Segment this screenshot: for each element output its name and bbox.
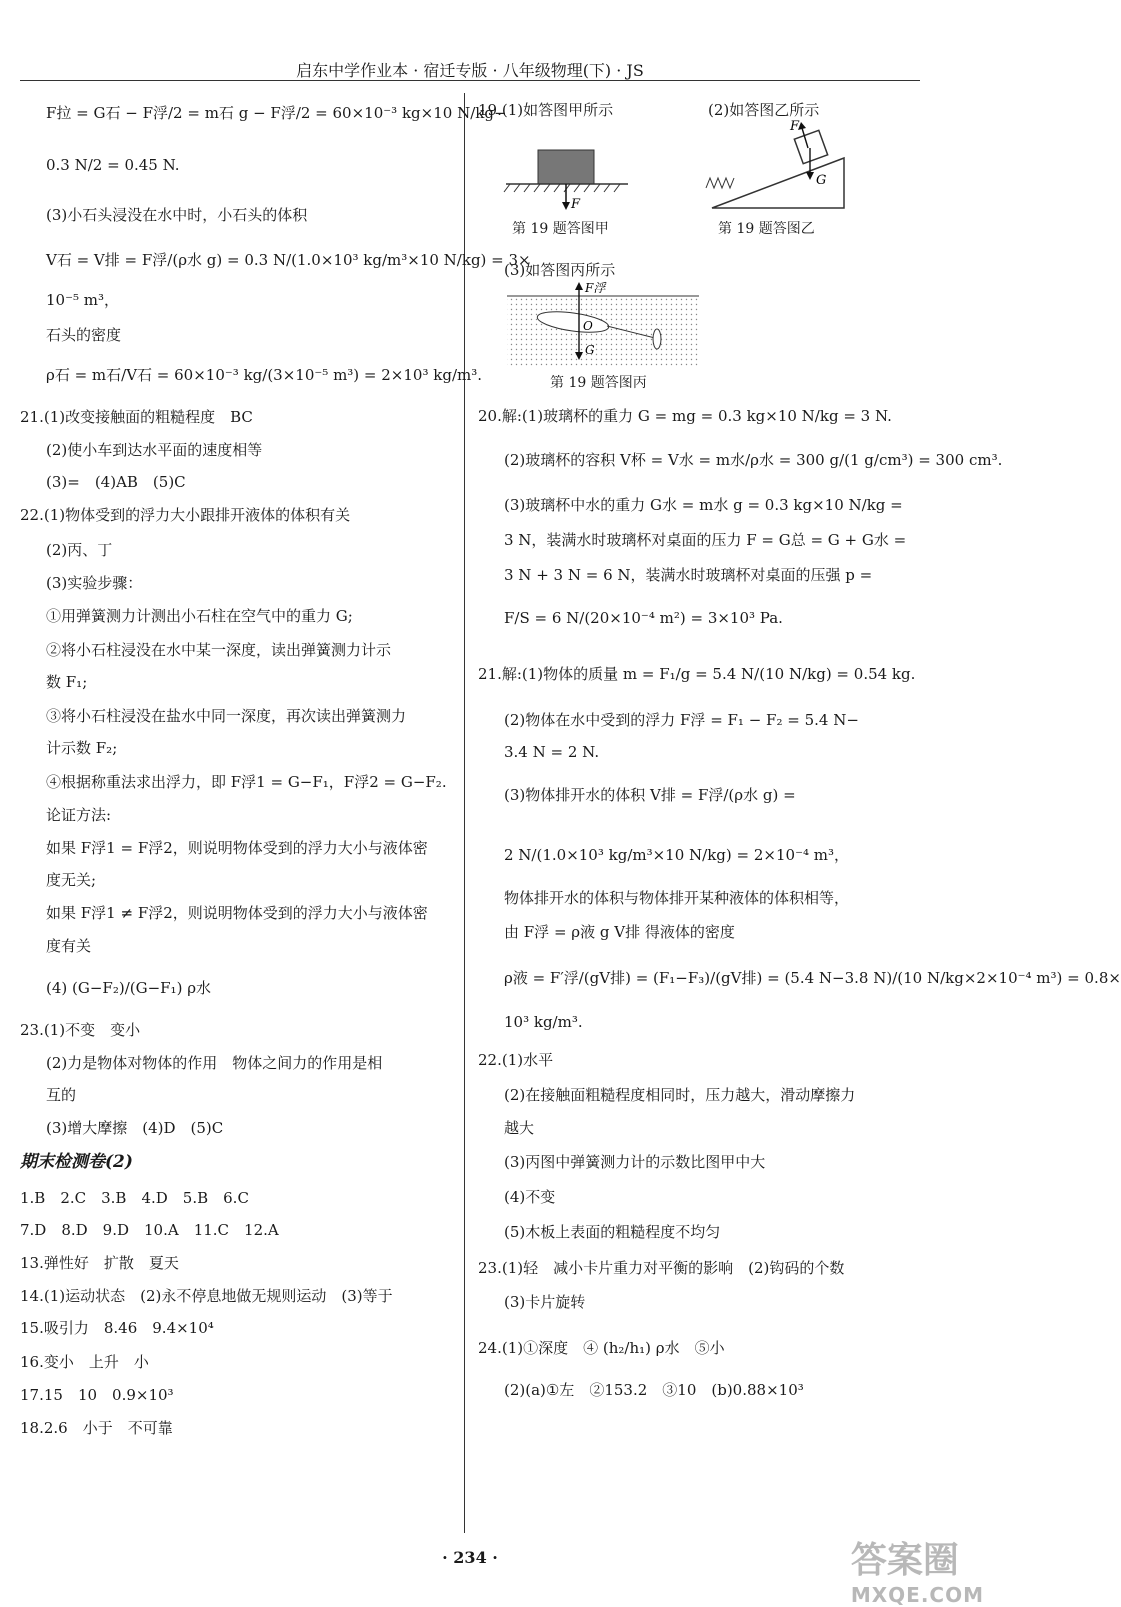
svg-text:G: G — [585, 343, 595, 357]
answer-line: (3)小石头浸没在水中时，小石头的体积 — [46, 206, 308, 224]
answer-line: 3 N + 3 N = 6 N，装满水时玻璃杯对桌面的压强 p = — [504, 566, 873, 584]
answer-line: (3)= (4)AB (5)C — [46, 473, 186, 491]
figure-jia — [498, 140, 638, 230]
answer-line: 22.(1)水平 — [478, 1051, 554, 1069]
answer-line: 如果 F浮1 ≠ F浮2，则说明物体受到的浮力大小与液体密 — [46, 904, 428, 922]
column-divider — [464, 93, 465, 1533]
answer-line: 1.B 2.C 3.B 4.D 5.B 6.C — [20, 1189, 249, 1207]
answer-line: 23.(1)轻 减小卡片重力对平衡的影响 (2)钩码的个数 — [478, 1259, 845, 1277]
answer-line: 16.变小 上升 小 — [20, 1353, 149, 1371]
answer-line: (2)使小车到达水平面的速度相等 — [46, 441, 263, 459]
answer-line: (3)物体排开水的体积 V排 = F浮/(ρ水 g) = — [504, 786, 796, 804]
answer-line: 24.(1)①深度 ④ (h₂/h₁) ρ水 ⑤小 — [478, 1339, 725, 1357]
watermark-logo-text: 答案圈 — [850, 1540, 959, 1581]
page-header: 启东中学作业本 · 宿迁专版 · 八年级物理(下) · JS — [296, 61, 644, 80]
page-number: · 234 · — [442, 1548, 498, 1567]
answer-line: 15.吸引力 8.46 9.4×10⁴ — [20, 1319, 214, 1337]
answer-line: 2 N/(1.0×10³ kg/m³×10 N/kg) = 2×10⁻⁴ m³， — [504, 846, 850, 864]
answer-line: 石头的密度 — [46, 326, 122, 344]
answer-line: 23.(1)不变 变小 — [20, 1021, 141, 1039]
answer-line: (3)增大摩擦 (4)D (5)C — [46, 1119, 224, 1137]
answer-line: (3)卡片旋转 — [504, 1293, 586, 1311]
svg-text:G: G — [816, 173, 827, 188]
water-region — [507, 296, 699, 368]
watermark — [851, 1532, 984, 1607]
answer-line: ρ石 = m石/V石 = 60×10⁻³ kg/(3×10⁻⁵ m³) = 2×10³ kg/m³. — [46, 366, 482, 384]
answer-line: V石 = V排 = F浮/(ρ水 g) = 0.3 N/(1.0×10³ kg/m³×10 N/kg) = 3× — [46, 251, 531, 269]
answer-line: 物体排开水的体积与物体排开某种液体的体积相等， — [504, 889, 850, 907]
answer-line: (3)丙图中弹簧测力计的示数比图甲中大 — [504, 1153, 766, 1171]
answer-line: 14.(1)运动状态 (2)永不停息地做无规则运动 (3)等于 — [20, 1287, 393, 1305]
header-rule — [20, 80, 920, 81]
answer-line: 如果 F浮1 = F浮2，则说明物体受到的浮力大小与液体密 — [46, 839, 428, 857]
answer-line: F拉 = G石 − F浮/2 = m石 g − F浮/2 = 60×10⁻³ kg×10 N/kg− — [46, 104, 507, 122]
answer-line: 数 F₁; — [46, 673, 88, 691]
answer-line: (2)在接触面粗糙程度相同时，压力越大，滑动摩擦力 — [504, 1086, 856, 1104]
answer-line: 10³ kg/m³. — [504, 1013, 583, 1031]
answer-line: 0.3 N/2 = 0.45 N. — [46, 156, 180, 174]
answer-line: 7.D 8.D 9.D 10.A 11.C 12.A — [20, 1221, 279, 1239]
answer-line: ③将小石柱浸没在盐水中同一深度，再次读出弹簧测力 — [46, 707, 407, 725]
answer-line: (2)(a)①左 ②153.2 ③10 (b)0.88×10³ — [504, 1381, 804, 1399]
answer-line: 论证方法: — [46, 806, 112, 824]
answer-line: 3.4 N = 2 N. — [504, 743, 600, 761]
answer-line: (2)玻璃杯的容积 V杯 = V水 = m水/ρ水 = 300 g/(1 g/cm³) = 300 cm³. — [504, 451, 1003, 469]
svg-text:O: O — [583, 319, 593, 333]
answer-line: ④根据称重法求出浮力，即 F浮1 = G−F₁，F浮2 = G−F₂. — [46, 773, 447, 791]
answer-line: 互的 — [46, 1086, 77, 1104]
answer-line: (2)丙、丁 — [46, 541, 113, 559]
answer-line: ①用弹簧测力计测出小石柱在空气中的重力 G; — [46, 607, 353, 625]
watermark-site: MXQE.COM — [850, 1583, 984, 1607]
answer-line: 计示数 F₂; — [46, 739, 118, 757]
answer-line: 由 F浮 = ρ液 g V排 得液体的密度 — [504, 923, 735, 941]
block-shape — [538, 150, 594, 184]
spring-shape — [706, 178, 734, 188]
answer-line: 21.(1)改变接触面的粗糙程度 BC — [20, 408, 253, 426]
section-title: 期末检测卷(2) — [20, 1152, 133, 1172]
answer-line: 度有关 — [46, 937, 92, 955]
answer-line: (2)物体在水中受到的浮力 F浮 = F₁ − F₂ = 5.4 N− — [504, 711, 859, 729]
answer-line: 3 N，装满水时玻璃杯对桌面的压力 F = G总 = G + G水 = — [504, 531, 907, 549]
answer-line: (2)如答图乙所示 — [708, 101, 820, 119]
answer-line: (3)如答图丙所示 — [504, 261, 616, 279]
answer-line: (4) (G−F₂)/(G−F₁) ρ水 — [46, 979, 212, 997]
answer-line: (5)木板上表面的粗糙程度不均匀 — [504, 1223, 721, 1241]
force-label: F — [571, 197, 581, 212]
answer-line: F/S = 6 N/(20×10⁻⁴ m²) = 3×10³ Pa. — [504, 609, 783, 627]
answer-line: (3)玻璃杯中水的重力 G水 = m水 g = 0.3 kg×10 N/kg = — [504, 496, 903, 514]
block-on-incline — [794, 130, 827, 163]
figure-jia-caption: 第 19 题答图甲 — [512, 221, 609, 237]
answer-line: ρ液 = F′浮/(gV排) = (F₁−F₃)/(gV排) = (5.4 N−3.8 N)/(10 N/kg×2×10⁻⁴ m³) = 0.8× — [504, 969, 1121, 987]
figure-yi-caption: 第 19 题答图乙 — [718, 221, 815, 237]
answer-line: 度无关; — [46, 871, 97, 889]
answer-line: (3)实验步骤： — [46, 574, 143, 592]
figure-yi — [702, 118, 852, 218]
answer-line: 18.2.6 小于 不可靠 — [20, 1419, 173, 1437]
answer-line: 21.解:(1)物体的质量 m = F₁/g = 5.4 N/(10 N/kg) = 0.54 kg. — [478, 665, 916, 683]
answer-line: 越大 — [504, 1119, 535, 1137]
figure-bing-caption: 第 19 题答图丙 — [550, 375, 647, 391]
answer-line: 17.15 10 0.9×10³ — [20, 1386, 174, 1404]
answer-line: (2)力是物体对物体的作用 物体之间力的作用是相 — [46, 1054, 383, 1072]
svg-text:F浮: F浮 — [585, 281, 606, 295]
answer-line: 19.(1)如答图甲所示 — [478, 101, 614, 119]
answer-line: (4)不变 — [504, 1188, 556, 1206]
svg-text:F: F — [790, 119, 800, 134]
answer-line: ②将小石柱浸没在水中某一深度，读出弹簧测力计示 — [46, 641, 392, 659]
answer-line: 13.弹性好 扩散 夏天 — [20, 1254, 179, 1272]
answer-line: 22.(1)物体受到的浮力大小跟排开液体的体积有关 — [20, 506, 351, 524]
answer-line: 20.解:(1)玻璃杯的重力 G = mg = 0.3 kg×10 N/kg = 3 N. — [478, 407, 892, 425]
answer-line: 10⁻⁵ m³， — [46, 291, 120, 309]
figure-bing — [505, 278, 705, 373]
